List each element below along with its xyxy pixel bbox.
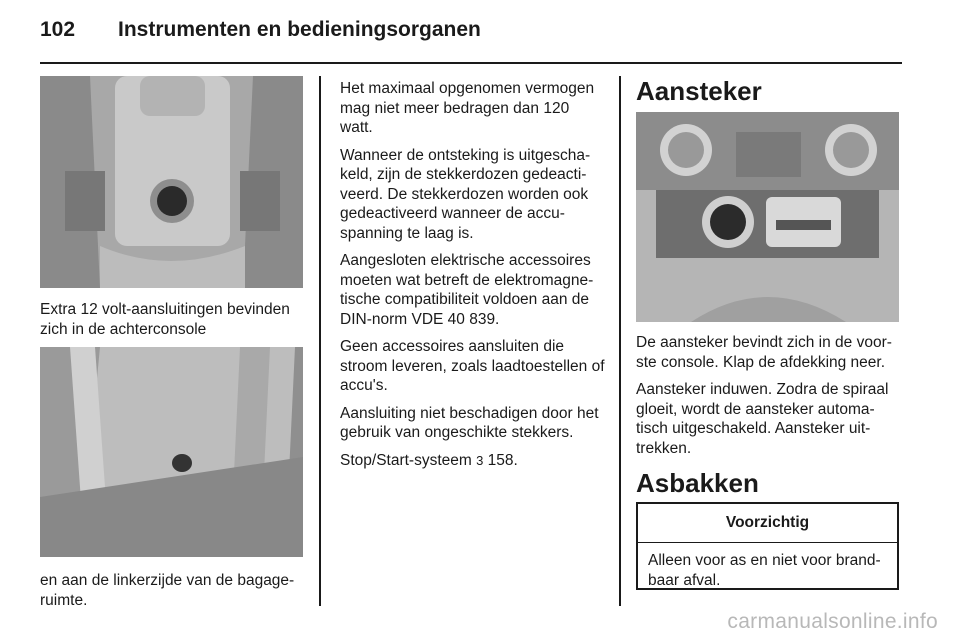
rear-console-photo	[40, 76, 303, 288]
paragraph: Geen accessoires aansluiten die stroom leveren, zoals laadtoestellen of accu's.	[340, 338, 605, 394]
heading-asbakken: Asbakken	[636, 468, 759, 498]
column-divider	[619, 76, 621, 606]
text-column-3	[636, 333, 904, 466]
reference-arrow-icon: 3	[476, 452, 484, 468]
reference-text: Stop/Start-systeem	[340, 451, 472, 469]
warning-text: Alleen voor as en niet voor brand-baar afval.	[648, 552, 881, 589]
warning-title: Voorzichtig	[638, 504, 897, 543]
page-header	[40, 18, 481, 42]
paragraph: De aansteker bevindt zich in de voor-ste console. Klap de afdekking neer.	[636, 334, 892, 371]
paragraph: Aansluiting niet beschadigen door het gebruik van ongeschikte stekkers.	[340, 404, 599, 441]
paragraph: Wanneer de ontsteking is uitgescha-keld, zijn de stekkerdozen gedeacti-veerd. De stekkerdozen worden ook gedeactiveerd wanneer de accu-spanning te laag is.	[340, 146, 591, 242]
cigarette-lighter-photo	[636, 112, 899, 322]
paragraph: Aansteker induwen. Zodra de spiraal gloeit, wordt de aansteker automa-tisch uitgeschakeld. Aansteker uit-trekken.	[636, 381, 889, 457]
heading-aansteker: Aansteker	[636, 76, 762, 106]
page-number: 102	[40, 18, 76, 41]
caption-rear-console: Extra 12 volt-aansluitingen bevinden zich in de achterconsole	[40, 301, 290, 338]
cross-reference[interactable]	[340, 451, 605, 471]
header-rule	[40, 62, 902, 64]
paragraph: Aangesloten elektrische accessoires moeten wat betreft de elektromagne-tische compatibiliteit voldoen aan de DIN-norm VDE 40 839.	[340, 252, 594, 328]
paragraph: Het maximaal opgenomen vermogen mag niet meer bedragen dan 120 watt.	[340, 80, 595, 136]
warning-box	[636, 502, 899, 590]
luggage-compartment-photo	[40, 347, 303, 557]
page-title: Instrumenten en bedieningsorganen	[118, 18, 481, 41]
reference-page: 158.	[487, 451, 518, 469]
text-column-2	[340, 79, 605, 478]
column-divider	[319, 76, 321, 606]
watermark: carmanualsonline.info	[727, 610, 938, 633]
caption-luggage: en aan de linkerzijde van de bagage-ruimte.	[40, 572, 295, 609]
